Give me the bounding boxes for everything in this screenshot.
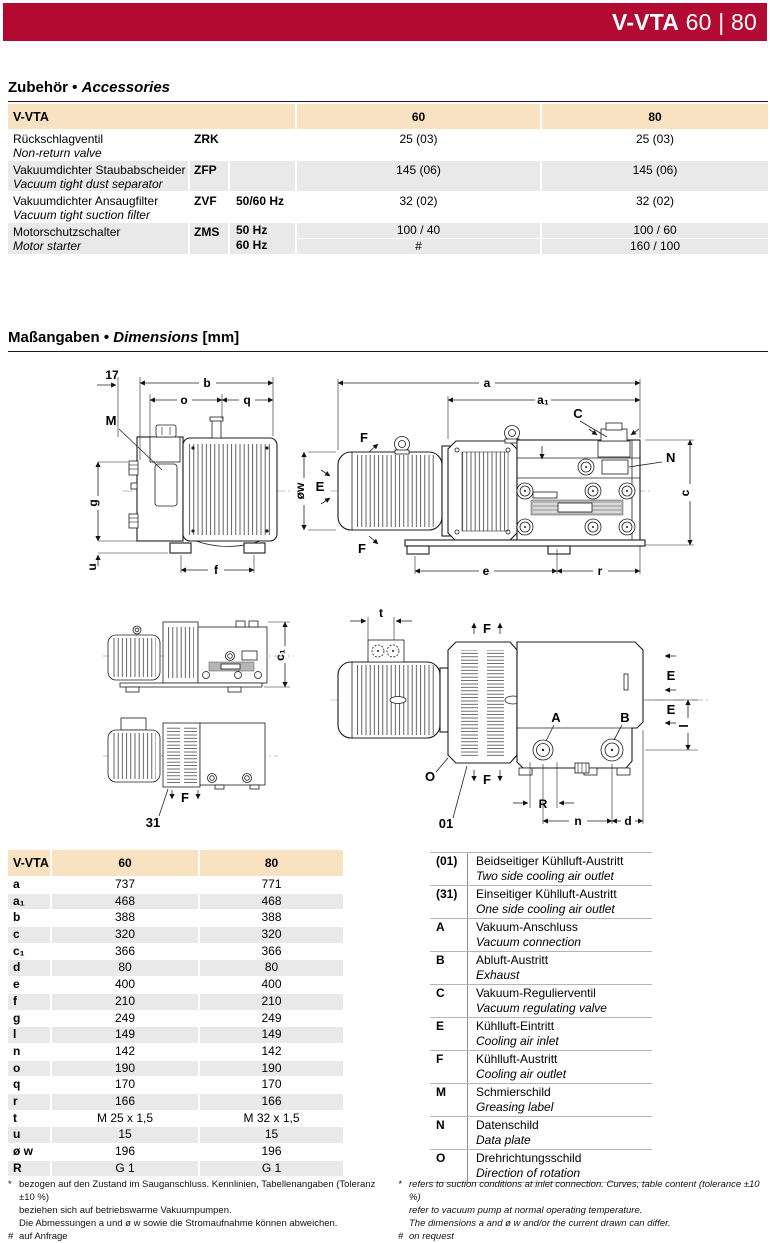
- dim-label-t: t: [379, 606, 383, 620]
- legend-entry-01: (01) Beidseitiger Kühlluft-Austritt Two side cooling air outlet: [430, 853, 652, 886]
- acc-value-80: 145 (06): [540, 161, 768, 191]
- label-e-inlet: E: [315, 479, 325, 494]
- acc-name-de: Vakuumdichter Staubabscheider: [13, 163, 186, 177]
- drawing-legend: [430, 852, 652, 1183]
- table-row-a1: a₁ 468 468: [8, 893, 343, 910]
- legend-en: Vacuum regulating valve: [476, 1001, 607, 1015]
- footnote-line: on request: [409, 1231, 454, 1242]
- dim-label-r: r: [597, 564, 603, 578]
- acc-value-80-60hz: 160 / 100: [629, 239, 681, 253]
- footnote-line: beziehen sich auf betriebswarme Vakuumpumpen.: [19, 1205, 232, 1216]
- front-view-drawing: [85, 368, 292, 577]
- page-title-model: V-VTA: [612, 8, 680, 35]
- acc-name-en: Vacuum tight suction filter: [13, 208, 150, 222]
- acc-hz: [228, 161, 295, 191]
- dim-label-f: f: [214, 563, 218, 577]
- accessories-table-body: [8, 129, 768, 254]
- legend-entry-N: N Datenschild Data plate: [430, 1117, 652, 1150]
- accessories-table-header: [8, 104, 768, 129]
- acc-hz-60: 60 Hz: [236, 238, 268, 252]
- dim-label-n: n: [574, 814, 582, 828]
- legend-en: Cooling air outlet: [476, 1067, 567, 1081]
- dim-label-c: c: [678, 489, 692, 497]
- acc-value-60: 32 (02): [295, 192, 540, 222]
- acc-value-60-50hz: 100 / 40: [297, 223, 540, 239]
- dims-col-model: V-VTA: [8, 850, 50, 876]
- page-title: [612, 9, 767, 36]
- label-e2: E: [666, 702, 676, 717]
- title-bar: [3, 3, 767, 41]
- legend-en: One side cooling air outlet: [476, 902, 615, 916]
- accessories-col-80: 80: [540, 104, 768, 129]
- acc-value-80: 32 (02): [540, 192, 768, 222]
- label-f-top: F: [360, 430, 368, 445]
- legend-de: Schmierschild: [476, 1085, 551, 1099]
- label-f-bottom: F: [358, 541, 366, 556]
- acc-code: ZMS: [188, 223, 228, 254]
- dim-label-d: d: [624, 814, 632, 828]
- dim-label-a: a: [483, 376, 491, 390]
- footnote-line: The dimensions a and ø w and/or the current drawn can differ.: [409, 1218, 671, 1229]
- accessories-heading-sep: •: [72, 79, 78, 96]
- accessories-heading: [8, 80, 768, 102]
- dim-label-R: R: [538, 797, 548, 811]
- footnote-star-marker: *: [8, 1179, 12, 1190]
- table-row-f: f 210 210: [8, 993, 343, 1010]
- label-31-variant: 31: [145, 815, 161, 830]
- page-title-sizes: 60 | 80: [685, 8, 757, 35]
- table-row-d: d 80 80: [8, 959, 343, 976]
- dim-label-o: o: [180, 393, 188, 407]
- dim-label-a1: a₁: [537, 393, 549, 407]
- legend-entry-B: B Abluft-Austritt Exhaust: [430, 952, 652, 985]
- legend-entry-M: M Schmierschild Greasing label: [430, 1084, 652, 1117]
- legend-de: Vakuum-Anschluss: [476, 920, 578, 934]
- legend-entry-O: O Drehrichtungsschild Direction of rotation: [430, 1150, 652, 1183]
- dim-label-c1: c₁: [273, 649, 287, 661]
- label-c-valve: C: [573, 406, 583, 421]
- acc-value-60: 145 (06): [295, 161, 540, 191]
- dimensions-heading-de: Maßangaben: [8, 329, 100, 346]
- acc-code: ZVF: [188, 192, 228, 222]
- acc-code: ZFP: [188, 161, 228, 191]
- legend-de: Abluft-Austritt: [476, 953, 549, 967]
- dimension-drawings: [0, 356, 770, 848]
- footnote-hash-marker: #: [398, 1231, 404, 1242]
- acc-hz: [228, 130, 295, 160]
- legend-entry-31: (31) Einseitiger Kühlluft-Austritt One side cooling air outlet: [430, 886, 652, 919]
- table-row-R: R G 1 G 1: [8, 1160, 343, 1177]
- table-row-u: u 15 15: [8, 1126, 343, 1143]
- dim-label-u: u: [85, 563, 99, 571]
- dimensions-table-body: [8, 876, 343, 1176]
- dim-label-q: q: [243, 393, 251, 407]
- legend-de: Datenschild: [476, 1118, 539, 1132]
- table-row-e: e 400 400: [8, 976, 343, 993]
- table-row-n: n 142 142: [8, 1043, 343, 1060]
- footnote-line: Die Abmessungen a und ø w sowie die Stromaufnahme können abweichen.: [19, 1218, 338, 1229]
- legend-en: Direction of rotation: [476, 1166, 581, 1180]
- acc-code: ZRK: [188, 130, 228, 160]
- acc-hz: 50/60 Hz: [228, 192, 295, 222]
- acc-name-en: Non-return valve: [13, 146, 102, 160]
- footnote-german: [8, 1178, 392, 1243]
- acc-name-de: Rückschlagventil: [13, 132, 104, 146]
- dims-col-60: 60: [50, 850, 198, 876]
- label-m-greasing: M: [105, 413, 117, 428]
- table-row-o: o 190 190: [8, 1060, 343, 1077]
- table-row-c1: c₁ 366 366: [8, 943, 343, 960]
- acc-name-en: Motor starter: [13, 239, 82, 253]
- dimensions-heading: [8, 330, 768, 352]
- legend-entry-E: E Kühlluft-Eintritt Cooling air inlet: [430, 1018, 652, 1051]
- dimensions-heading-en: Dimensions: [113, 329, 199, 346]
- label-f-small-top: F: [181, 790, 189, 805]
- small-side-view-drawing: [103, 621, 294, 692]
- dimensions-table-header: [8, 850, 343, 876]
- table-row-zrk: [8, 129, 768, 160]
- table-row-a: a 737 771: [8, 876, 343, 893]
- legend-entry-F: F Kühlluft-Austritt Cooling air outlet: [430, 1051, 652, 1084]
- label-n-dataplate: N: [666, 450, 676, 465]
- acc-value-60-60hz: #: [415, 239, 422, 253]
- acc-name-en: Vacuum tight dust separator: [13, 177, 163, 191]
- legend-en: Greasing label: [476, 1100, 554, 1114]
- legend-en: Data plate: [476, 1133, 531, 1147]
- dimensions-heading-unit: [mm]: [202, 329, 240, 346]
- table-row-r: r 166 166: [8, 1093, 343, 1110]
- table-row-zfp: [8, 160, 768, 191]
- acc-name-de: Vakuumdichter Ansaugfilter: [13, 194, 159, 208]
- label-f-top-view: F: [483, 621, 491, 636]
- label-a-vacuum: A: [551, 710, 561, 725]
- dim-label-ow: øw: [293, 482, 307, 500]
- table-row-c: c 320 320: [8, 926, 343, 943]
- dim-label-g: g: [86, 499, 100, 507]
- dims-col-80: 80: [198, 850, 343, 876]
- legend-de: Drehrichtungsschild: [476, 1151, 582, 1165]
- legend-de: Einseitiger Kühlluft-Austritt: [476, 887, 617, 901]
- footnote-line: refers to suction conditions at inlet connection. Curves, table content (tolerance ±10 %): [409, 1179, 760, 1203]
- label-f-bottom-view: F: [483, 772, 491, 787]
- table-row-t: t M 25 x 1,5 M 32 x 1,5: [8, 1110, 343, 1127]
- footnote-line: refer to vacuum pump at normal operating temperature.: [409, 1205, 643, 1216]
- side-view-drawing: [293, 376, 694, 578]
- footnote-line: bezogen auf den Zustand im Sauganschluss. Kennlinien, Tabellenangaben (Toleranz ±10 %): [19, 1179, 376, 1203]
- footnote-hash-marker: #: [8, 1231, 14, 1242]
- dim-label-e: e: [482, 564, 490, 578]
- acc-name-de: Motorschutzschalter: [13, 225, 121, 239]
- legend-de: Kühlluft-Austritt: [476, 1052, 558, 1066]
- legend-entry-C: C Vakuum-Regulierventil Vacuum regulating valve: [430, 985, 652, 1018]
- accessories-heading-en: Accessories: [81, 79, 171, 96]
- table-row-l: l 149 149: [8, 1026, 343, 1043]
- acc-value-60: 25 (03): [295, 130, 540, 160]
- accessories-heading-de: Zubehör: [8, 79, 68, 96]
- legend-de: Kühlluft-Eintritt: [476, 1019, 555, 1033]
- dim-label-17: 17: [105, 368, 119, 382]
- legend-en: Exhaust: [476, 968, 520, 982]
- small-top-view-drawing: [103, 718, 278, 830]
- acc-hz-50: 50 Hz: [236, 223, 268, 237]
- table-row-g: g 249 249: [8, 1010, 343, 1027]
- dimensions-heading-sep: •: [103, 329, 110, 346]
- accessories-col-model: V-VTA: [8, 104, 295, 129]
- legend-en: Vacuum connection: [476, 935, 581, 949]
- accessories-col-60: 60: [295, 104, 540, 129]
- footnote-line: auf Anfrage: [19, 1231, 68, 1242]
- table-row-ow: ø w 196 196: [8, 1143, 343, 1160]
- label-e1: E: [666, 668, 676, 683]
- table-row-zms: [8, 222, 768, 254]
- label-b-exhaust: B: [620, 710, 630, 725]
- legend-entry-A: A Vakuum-Anschluss Vacuum connection: [430, 919, 652, 952]
- accessories-table: [8, 104, 768, 254]
- footnote-english: [398, 1178, 768, 1243]
- table-row-zvf: [8, 191, 768, 222]
- label-o-rotation: O: [424, 769, 436, 784]
- legend-de: Vakuum-Regulierventil: [476, 986, 596, 1000]
- table-row-b: b 388 388: [8, 909, 343, 926]
- acc-value-80-50hz: 100 / 60: [542, 223, 768, 239]
- dimensions-table: [8, 850, 343, 1176]
- footnote-star-marker: *: [398, 1179, 402, 1190]
- big-top-view-drawing: [331, 606, 708, 831]
- dim-label-l: l: [677, 724, 691, 728]
- legend-en: Two side cooling air outlet: [476, 869, 614, 883]
- label-01-variant: 01: [438, 816, 454, 831]
- dim-label-b: b: [203, 376, 211, 390]
- legend-de: Beidseitiger Kühlluft-Austritt: [476, 854, 624, 868]
- acc-value-80: 25 (03): [540, 130, 768, 160]
- legend-en: Cooling air inlet: [476, 1034, 559, 1048]
- table-row-q: q 170 170: [8, 1076, 343, 1093]
